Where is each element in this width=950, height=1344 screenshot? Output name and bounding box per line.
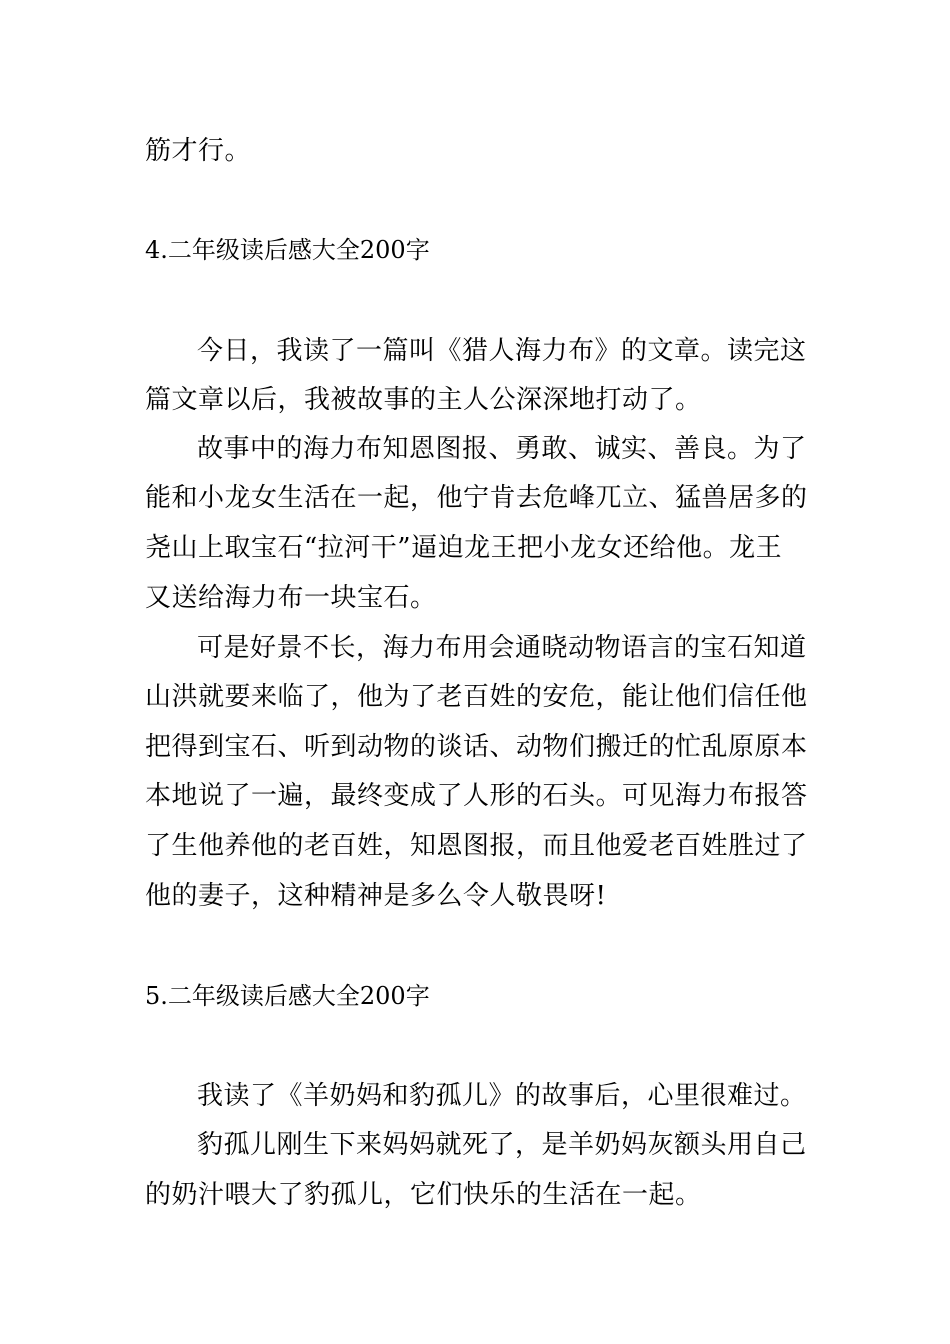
paragraph-line: 山洪就要来临了，他为了老百姓的安危，能让他们信任他 [145, 682, 808, 712]
paragraph-line: 可是好景不长，海力布用会通晓动物语言的宝石知道 [197, 633, 807, 663]
paragraph-line: 能和小龙女生活在一起，他宁肯去危峰兀立、猛兽居多的 [145, 483, 808, 513]
paragraph-line: 把得到宝石、听到动物的谈话、动物们搬迁的忙乱原原本 [145, 732, 808, 762]
section-heading-5: 5.二年级读后感大全200字 [145, 982, 430, 1010]
paragraph-line: 又送给海力布一块宝石。 [145, 583, 437, 613]
paragraph-line: 本地说了一遍，最终变成了人形的石头。可见海力布报答 [145, 781, 808, 811]
paragraph-line: 我读了《羊奶妈和豹孤儿》的故事后，心里很难过。 [197, 1081, 807, 1111]
paragraph-line: 他的妻子，这种精神是多么令人敬畏呀! [145, 881, 607, 911]
paragraph-line: 的奶汁喂大了豹孤儿，它们快乐的生活在一起。 [145, 1180, 702, 1210]
paragraph-line: 今日，我读了一篇叫《猎人海力布》的文章。读完这 [197, 336, 807, 366]
paragraph-line: 了生他养他的老百姓，知恩图报，而且他爱老百姓胜过了 [145, 831, 808, 861]
paragraph-line: 尧山上取宝石“拉河干”逼迫龙王把小龙女还给他。龙王 [145, 533, 783, 563]
paragraph-line: 豹孤儿刚生下来妈妈就死了，是羊奶妈灰额头用自己 [197, 1130, 807, 1160]
paragraph-line: 故事中的海力布知恩图报、勇敢、诚实、善良。为了 [197, 434, 807, 464]
section-heading-4: 4.二年级读后感大全200字 [145, 236, 430, 264]
paragraph-line: 筋才行。 [145, 136, 252, 166]
paragraph-line: 篇文章以后，我被故事的主人公深深地打动了。 [145, 385, 702, 415]
